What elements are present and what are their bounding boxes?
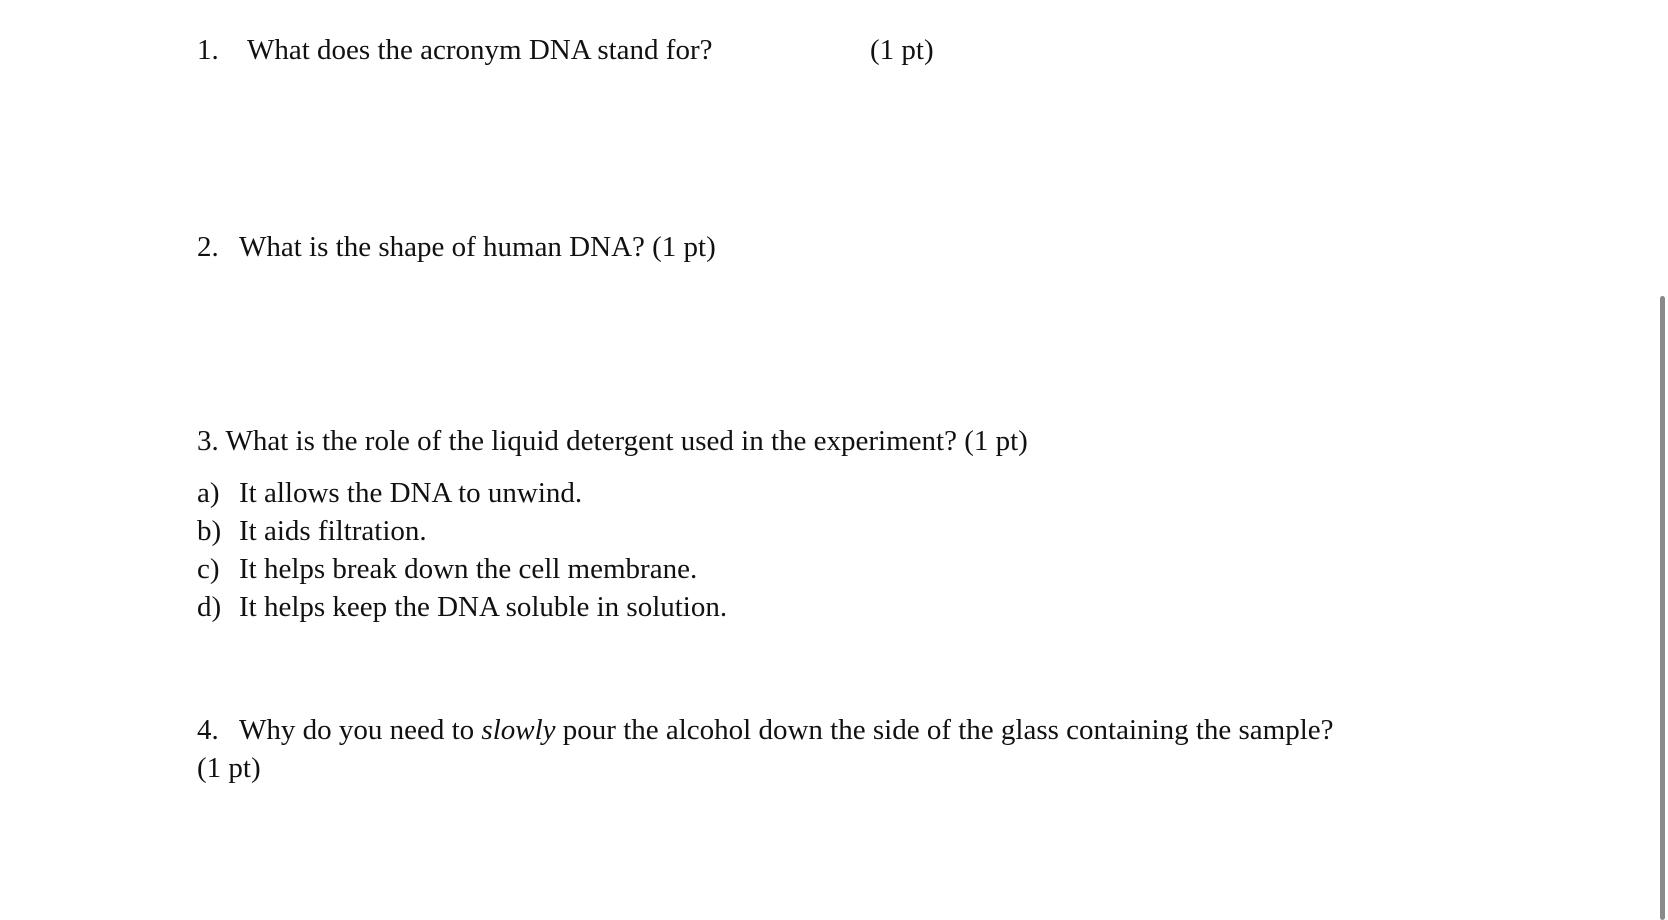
option-text: It aids filtration. <box>239 515 427 547</box>
question-4-points: (1 pt) <box>197 752 261 784</box>
option-text: It helps break down the cell membrane. <box>239 553 698 585</box>
question-3-text: 3. What is the role of the liquid detergent used in the experiment? (1 pt) <box>197 425 1028 457</box>
question-2 <box>197 233 716 262</box>
question-4-emphasis: slowly <box>481 714 556 746</box>
question-1 <box>197 36 712 65</box>
question-1-points: (1 pt) <box>870 34 934 66</box>
question-4-text-after: pour the alcohol down the side of the glass containing the sample? <box>562 714 1334 746</box>
question-1-text: What does the acronym DNA stand for? <box>247 34 713 66</box>
vertical-scrollbar[interactable] <box>1654 0 1668 920</box>
option-text: It allows the DNA to unwind. <box>239 477 583 509</box>
scrollbar-thumb[interactable] <box>1660 296 1665 920</box>
question-2-number: 2. <box>197 231 219 263</box>
option-letter: b) <box>197 515 222 547</box>
question-3-option-c <box>197 555 697 584</box>
question-4 <box>197 716 1334 745</box>
question-3-option-a <box>197 479 582 508</box>
option-letter: a) <box>197 477 220 509</box>
question-3-option-b <box>197 517 427 546</box>
question-1-number: 1. <box>197 34 219 66</box>
option-letter: d) <box>197 591 222 623</box>
question-3-option-d <box>197 593 727 622</box>
question-2-text: What is the shape of human DNA? (1 pt) <box>239 231 716 263</box>
option-text: It helps keep the DNA soluble in solution. <box>239 591 728 623</box>
question-4-number: 4. <box>197 714 219 746</box>
question-4-text-before: Why do you need to <box>239 714 475 746</box>
option-letter: c) <box>197 553 220 585</box>
